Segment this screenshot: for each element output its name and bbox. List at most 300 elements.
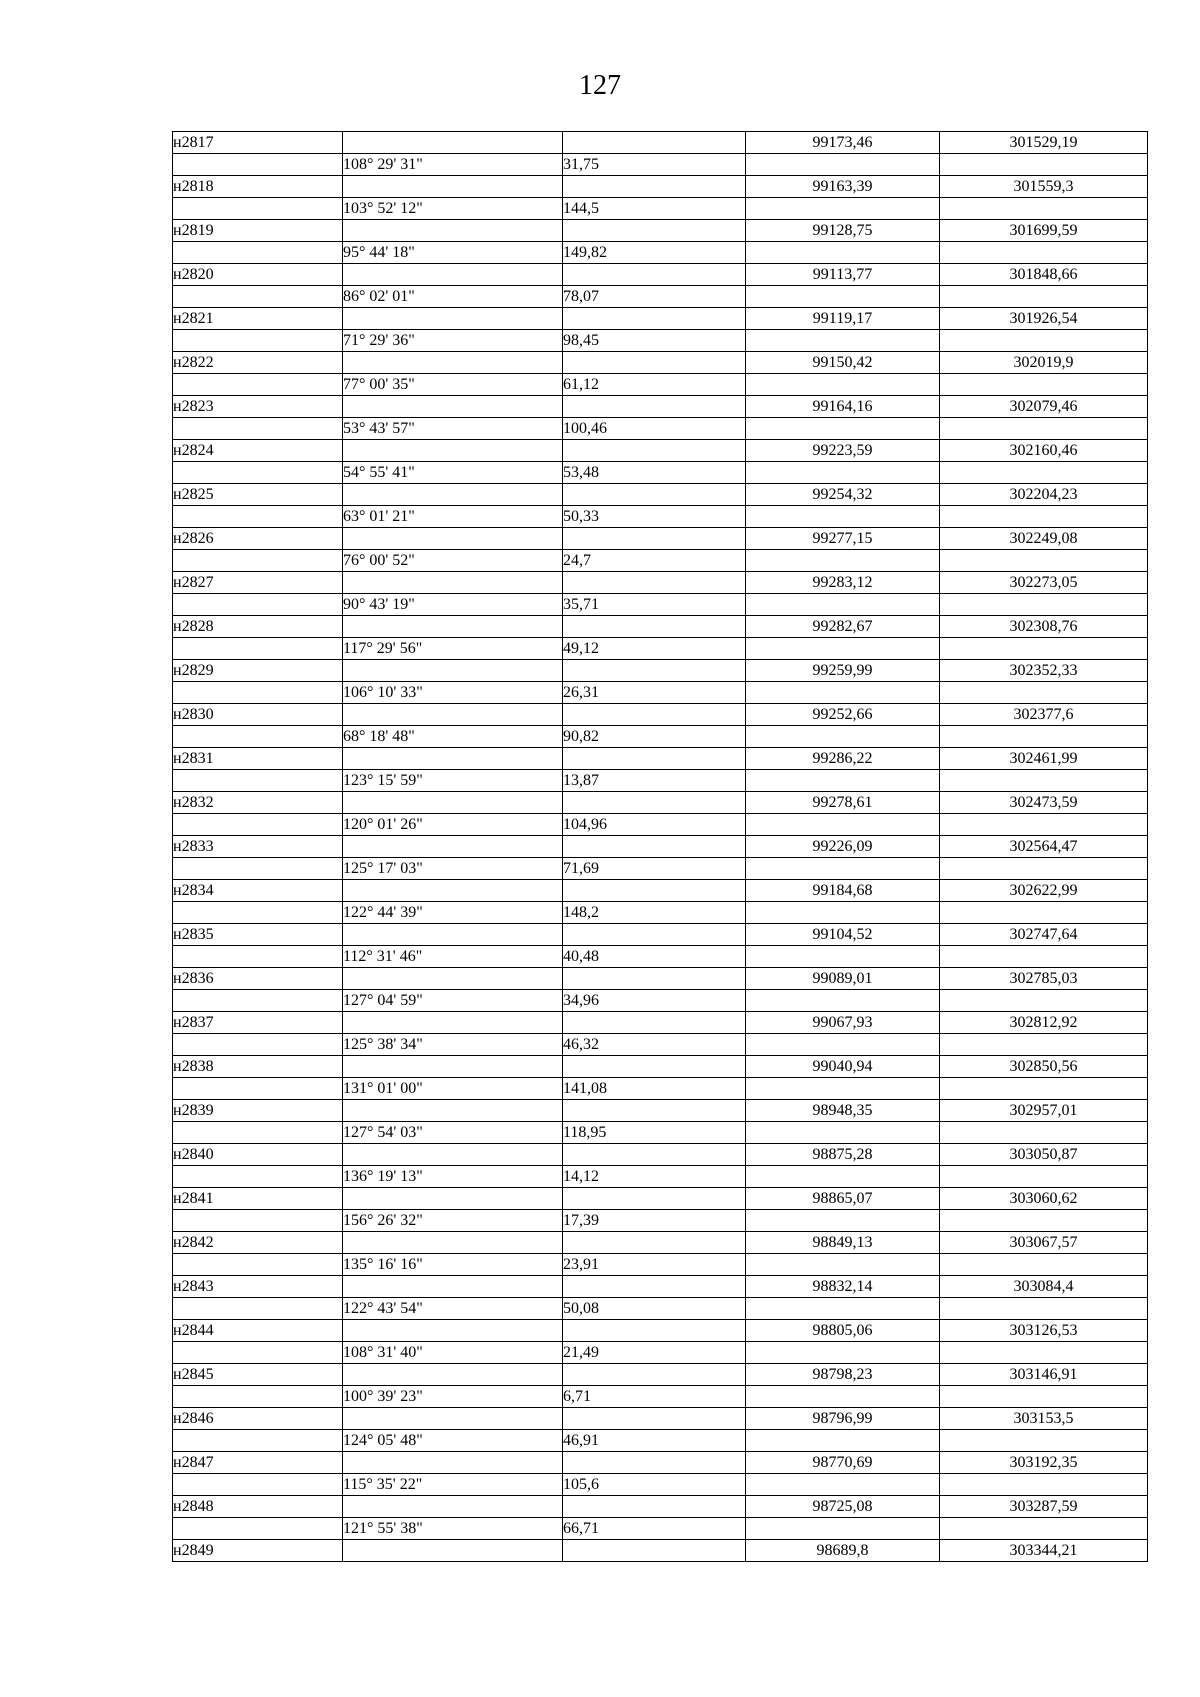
distance-cell: 118,95 bbox=[563, 1122, 746, 1144]
segment-row bbox=[173, 1210, 1148, 1232]
x-coordinate-cell: 99259,99 bbox=[746, 660, 940, 682]
y-coordinate-cell bbox=[940, 946, 1148, 968]
segment-row bbox=[173, 1342, 1148, 1364]
x-coordinate-cell: 99040,94 bbox=[746, 1056, 940, 1078]
x-coordinate-cell: 99067,93 bbox=[746, 1012, 940, 1034]
y-coordinate-cell bbox=[940, 814, 1148, 836]
segment-row bbox=[173, 902, 1148, 924]
y-coordinate-cell: 302204,23 bbox=[940, 484, 1148, 506]
x-coordinate-cell: 98725,08 bbox=[746, 1496, 940, 1518]
x-coordinate-cell bbox=[746, 638, 940, 660]
direction-angle-cell bbox=[343, 1364, 563, 1386]
y-coordinate-cell bbox=[940, 1518, 1148, 1540]
x-coordinate-cell bbox=[746, 814, 940, 836]
distance-cell: 61,12 bbox=[563, 374, 746, 396]
distance-cell bbox=[563, 660, 746, 682]
direction-angle-cell bbox=[343, 1408, 563, 1430]
direction-angle-cell: 123° 15' 59" bbox=[343, 770, 563, 792]
point-row bbox=[173, 176, 1148, 198]
x-coordinate-cell: 99223,59 bbox=[746, 440, 940, 462]
point-id-cell bbox=[173, 1474, 343, 1496]
x-coordinate-cell: 98689,8 bbox=[746, 1540, 940, 1562]
point-id-cell bbox=[173, 1518, 343, 1540]
distance-cell: 141,08 bbox=[563, 1078, 746, 1100]
direction-angle-cell: 117° 29' 56" bbox=[343, 638, 563, 660]
direction-angle-cell bbox=[343, 1276, 563, 1298]
x-coordinate-cell: 98805,06 bbox=[746, 1320, 940, 1342]
segment-row bbox=[173, 638, 1148, 660]
point-id-cell: н2827 bbox=[173, 572, 343, 594]
point-id-cell: н2845 bbox=[173, 1364, 343, 1386]
y-coordinate-cell bbox=[940, 858, 1148, 880]
y-coordinate-cell bbox=[940, 286, 1148, 308]
distance-cell bbox=[563, 308, 746, 330]
point-row bbox=[173, 1056, 1148, 1078]
y-coordinate-cell: 303126,53 bbox=[940, 1320, 1148, 1342]
point-id-cell bbox=[173, 198, 343, 220]
x-coordinate-cell: 98948,35 bbox=[746, 1100, 940, 1122]
point-id-cell bbox=[173, 550, 343, 572]
distance-cell bbox=[563, 1320, 746, 1342]
x-coordinate-cell bbox=[746, 682, 940, 704]
x-coordinate-cell: 99164,16 bbox=[746, 396, 940, 418]
y-coordinate-cell bbox=[940, 1078, 1148, 1100]
y-coordinate-cell bbox=[940, 462, 1148, 484]
direction-angle-cell: 76° 00' 52" bbox=[343, 550, 563, 572]
direction-angle-cell: 95° 44' 18" bbox=[343, 242, 563, 264]
x-coordinate-cell bbox=[746, 374, 940, 396]
direction-angle-cell bbox=[343, 1452, 563, 1474]
direction-angle-cell: 100° 39' 23" bbox=[343, 1386, 563, 1408]
segment-row bbox=[173, 770, 1148, 792]
point-row bbox=[173, 220, 1148, 242]
distance-cell: 40,48 bbox=[563, 946, 746, 968]
segment-row bbox=[173, 1122, 1148, 1144]
segment-row bbox=[173, 462, 1148, 484]
y-coordinate-cell: 302352,33 bbox=[940, 660, 1148, 682]
point-row bbox=[173, 836, 1148, 858]
direction-angle-cell bbox=[343, 880, 563, 902]
direction-angle-cell: 156° 26' 32" bbox=[343, 1210, 563, 1232]
point-row bbox=[173, 1408, 1148, 1430]
segment-row bbox=[173, 726, 1148, 748]
direction-angle-cell bbox=[343, 484, 563, 506]
direction-angle-cell bbox=[343, 924, 563, 946]
direction-angle-cell bbox=[343, 132, 563, 154]
x-coordinate-cell: 99282,67 bbox=[746, 616, 940, 638]
y-coordinate-cell: 302850,56 bbox=[940, 1056, 1148, 1078]
y-coordinate-cell bbox=[940, 1342, 1148, 1364]
distance-cell: 23,91 bbox=[563, 1254, 746, 1276]
distance-cell: 148,2 bbox=[563, 902, 746, 924]
direction-angle-cell: 135° 16' 16" bbox=[343, 1254, 563, 1276]
segment-row bbox=[173, 1298, 1148, 1320]
point-id-cell: н2830 bbox=[173, 704, 343, 726]
distance-cell: 66,71 bbox=[563, 1518, 746, 1540]
distance-cell bbox=[563, 880, 746, 902]
segment-row bbox=[173, 418, 1148, 440]
x-coordinate-cell bbox=[746, 286, 940, 308]
point-id-cell bbox=[173, 990, 343, 1012]
point-row bbox=[173, 352, 1148, 374]
x-coordinate-cell bbox=[746, 1430, 940, 1452]
segment-row bbox=[173, 1254, 1148, 1276]
y-coordinate-cell: 302747,64 bbox=[940, 924, 1148, 946]
distance-cell bbox=[563, 528, 746, 550]
point-id-cell: н2844 bbox=[173, 1320, 343, 1342]
x-coordinate-cell: 99254,32 bbox=[746, 484, 940, 506]
direction-angle-cell bbox=[343, 220, 563, 242]
direction-angle-cell: 127° 04' 59" bbox=[343, 990, 563, 1012]
distance-cell bbox=[563, 968, 746, 990]
x-coordinate-cell bbox=[746, 1078, 940, 1100]
point-id-cell bbox=[173, 462, 343, 484]
direction-angle-cell: 131° 01' 00" bbox=[343, 1078, 563, 1100]
point-row bbox=[173, 1364, 1148, 1386]
distance-cell: 149,82 bbox=[563, 242, 746, 264]
y-coordinate-cell bbox=[940, 638, 1148, 660]
y-coordinate-cell: 302564,47 bbox=[940, 836, 1148, 858]
x-coordinate-cell: 99226,09 bbox=[746, 836, 940, 858]
distance-cell: 31,75 bbox=[563, 154, 746, 176]
coordinates-table bbox=[172, 131, 1148, 1562]
x-coordinate-cell bbox=[746, 1254, 940, 1276]
point-id-cell bbox=[173, 1254, 343, 1276]
x-coordinate-cell bbox=[746, 242, 940, 264]
segment-row bbox=[173, 814, 1148, 836]
direction-angle-cell: 53° 43' 57" bbox=[343, 418, 563, 440]
point-row bbox=[173, 1320, 1148, 1342]
x-coordinate-cell bbox=[746, 770, 940, 792]
point-id-cell: н2821 bbox=[173, 308, 343, 330]
y-coordinate-cell bbox=[940, 902, 1148, 924]
distance-cell: 100,46 bbox=[563, 418, 746, 440]
segment-row bbox=[173, 550, 1148, 572]
segment-row bbox=[173, 506, 1148, 528]
y-coordinate-cell bbox=[940, 594, 1148, 616]
point-id-cell bbox=[173, 242, 343, 264]
distance-cell bbox=[563, 176, 746, 198]
point-id-cell: н2841 bbox=[173, 1188, 343, 1210]
x-coordinate-cell: 98875,28 bbox=[746, 1144, 940, 1166]
direction-angle-cell: 122° 44' 39" bbox=[343, 902, 563, 924]
segment-row bbox=[173, 1430, 1148, 1452]
y-coordinate-cell bbox=[940, 550, 1148, 572]
distance-cell bbox=[563, 748, 746, 770]
y-coordinate-cell: 302160,46 bbox=[940, 440, 1148, 462]
distance-cell: 35,71 bbox=[563, 594, 746, 616]
y-coordinate-cell: 302273,05 bbox=[940, 572, 1148, 594]
segment-row bbox=[173, 858, 1148, 880]
distance-cell: 50,08 bbox=[563, 1298, 746, 1320]
x-coordinate-cell: 99119,17 bbox=[746, 308, 940, 330]
y-coordinate-cell: 302249,08 bbox=[940, 528, 1148, 550]
direction-angle-cell: 121° 55' 38" bbox=[343, 1518, 563, 1540]
distance-cell bbox=[563, 1056, 746, 1078]
y-coordinate-cell: 302079,46 bbox=[940, 396, 1148, 418]
y-coordinate-cell bbox=[940, 1034, 1148, 1056]
point-row bbox=[173, 880, 1148, 902]
point-id-cell bbox=[173, 594, 343, 616]
point-row bbox=[173, 484, 1148, 506]
x-coordinate-cell bbox=[746, 1122, 940, 1144]
distance-cell bbox=[563, 132, 746, 154]
y-coordinate-cell: 302019,9 bbox=[940, 352, 1148, 374]
y-coordinate-cell: 302812,92 bbox=[940, 1012, 1148, 1034]
y-coordinate-cell bbox=[940, 1298, 1148, 1320]
direction-angle-cell bbox=[343, 1540, 563, 1562]
x-coordinate-cell: 98796,99 bbox=[746, 1408, 940, 1430]
direction-angle-cell: 103° 52' 12" bbox=[343, 198, 563, 220]
distance-cell: 17,39 bbox=[563, 1210, 746, 1232]
point-id-cell: н2836 bbox=[173, 968, 343, 990]
x-coordinate-cell bbox=[746, 902, 940, 924]
direction-angle-cell bbox=[343, 440, 563, 462]
point-row bbox=[173, 616, 1148, 638]
direction-angle-cell bbox=[343, 836, 563, 858]
point-row bbox=[173, 132, 1148, 154]
segment-row bbox=[173, 946, 1148, 968]
direction-angle-cell bbox=[343, 308, 563, 330]
x-coordinate-cell: 99283,12 bbox=[746, 572, 940, 594]
direction-angle-cell bbox=[343, 1100, 563, 1122]
x-coordinate-cell: 98865,07 bbox=[746, 1188, 940, 1210]
point-id-cell bbox=[173, 858, 343, 880]
x-coordinate-cell: 99173,46 bbox=[746, 132, 940, 154]
point-id-cell bbox=[173, 1430, 343, 1452]
segment-row bbox=[173, 198, 1148, 220]
x-coordinate-cell: 99128,75 bbox=[746, 220, 940, 242]
direction-angle-cell bbox=[343, 748, 563, 770]
point-id-cell: н2833 bbox=[173, 836, 343, 858]
y-coordinate-cell bbox=[940, 1254, 1148, 1276]
y-coordinate-cell bbox=[940, 1474, 1148, 1496]
distance-cell: 46,32 bbox=[563, 1034, 746, 1056]
y-coordinate-cell: 301926,54 bbox=[940, 308, 1148, 330]
x-coordinate-cell bbox=[746, 726, 940, 748]
y-coordinate-cell bbox=[940, 1386, 1148, 1408]
distance-cell bbox=[563, 1144, 746, 1166]
coordinates-table-body bbox=[173, 132, 1148, 1562]
distance-cell: 90,82 bbox=[563, 726, 746, 748]
y-coordinate-cell bbox=[940, 154, 1148, 176]
y-coordinate-cell: 302461,99 bbox=[940, 748, 1148, 770]
distance-cell bbox=[563, 396, 746, 418]
distance-cell bbox=[563, 616, 746, 638]
x-coordinate-cell bbox=[746, 946, 940, 968]
y-coordinate-cell: 301699,59 bbox=[940, 220, 1148, 242]
direction-angle-cell: 120° 01' 26" bbox=[343, 814, 563, 836]
x-coordinate-cell: 99252,66 bbox=[746, 704, 940, 726]
x-coordinate-cell: 98770,69 bbox=[746, 1452, 940, 1474]
y-coordinate-cell: 302308,76 bbox=[940, 616, 1148, 638]
distance-cell: 71,69 bbox=[563, 858, 746, 880]
x-coordinate-cell: 99163,39 bbox=[746, 176, 940, 198]
y-coordinate-cell bbox=[940, 1430, 1148, 1452]
y-coordinate-cell: 303153,5 bbox=[940, 1408, 1148, 1430]
x-coordinate-cell bbox=[746, 594, 940, 616]
point-id-cell: н2835 bbox=[173, 924, 343, 946]
distance-cell: 14,12 bbox=[563, 1166, 746, 1188]
point-id-cell bbox=[173, 946, 343, 968]
distance-cell bbox=[563, 1100, 746, 1122]
point-id-cell: н2822 bbox=[173, 352, 343, 374]
x-coordinate-cell bbox=[746, 1474, 940, 1496]
y-coordinate-cell: 303067,57 bbox=[940, 1232, 1148, 1254]
y-coordinate-cell bbox=[940, 1210, 1148, 1232]
x-coordinate-cell: 99104,52 bbox=[746, 924, 940, 946]
distance-cell bbox=[563, 352, 746, 374]
segment-row bbox=[173, 594, 1148, 616]
point-row bbox=[173, 660, 1148, 682]
x-coordinate-cell bbox=[746, 330, 940, 352]
x-coordinate-cell: 98849,13 bbox=[746, 1232, 940, 1254]
direction-angle-cell bbox=[343, 572, 563, 594]
direction-angle-cell: 54° 55' 41" bbox=[343, 462, 563, 484]
y-coordinate-cell: 301848,66 bbox=[940, 264, 1148, 286]
segment-row bbox=[173, 1034, 1148, 1056]
point-id-cell: н2826 bbox=[173, 528, 343, 550]
y-coordinate-cell: 301559,3 bbox=[940, 176, 1148, 198]
x-coordinate-cell: 99089,01 bbox=[746, 968, 940, 990]
point-row bbox=[173, 1144, 1148, 1166]
distance-cell bbox=[563, 1496, 746, 1518]
x-coordinate-cell bbox=[746, 1342, 940, 1364]
x-coordinate-cell bbox=[746, 1166, 940, 1188]
point-id-cell: н2849 bbox=[173, 1540, 343, 1562]
segment-row bbox=[173, 1518, 1148, 1540]
distance-cell: 21,49 bbox=[563, 1342, 746, 1364]
point-id-cell bbox=[173, 1210, 343, 1232]
y-coordinate-cell bbox=[940, 682, 1148, 704]
point-row bbox=[173, 1452, 1148, 1474]
x-coordinate-cell: 99150,42 bbox=[746, 352, 940, 374]
direction-angle-cell bbox=[343, 264, 563, 286]
x-coordinate-cell: 99184,68 bbox=[746, 880, 940, 902]
distance-cell: 26,31 bbox=[563, 682, 746, 704]
point-row bbox=[173, 308, 1148, 330]
direction-angle-cell bbox=[343, 1056, 563, 1078]
x-coordinate-cell: 98798,23 bbox=[746, 1364, 940, 1386]
point-row bbox=[173, 924, 1148, 946]
point-id-cell: н2837 bbox=[173, 1012, 343, 1034]
point-id-cell bbox=[173, 902, 343, 924]
y-coordinate-cell: 302957,01 bbox=[940, 1100, 1148, 1122]
point-id-cell: н2820 bbox=[173, 264, 343, 286]
direction-angle-cell: 108° 31' 40" bbox=[343, 1342, 563, 1364]
y-coordinate-cell bbox=[940, 374, 1148, 396]
segment-row bbox=[173, 330, 1148, 352]
point-id-cell bbox=[173, 506, 343, 528]
point-id-cell: н2829 bbox=[173, 660, 343, 682]
direction-angle-cell bbox=[343, 660, 563, 682]
point-id-cell: н2846 bbox=[173, 1408, 343, 1430]
point-id-cell: н2817 bbox=[173, 132, 343, 154]
point-id-cell: н2824 bbox=[173, 440, 343, 462]
segment-row bbox=[173, 374, 1148, 396]
direction-angle-cell: 112° 31' 46" bbox=[343, 946, 563, 968]
x-coordinate-cell bbox=[746, 418, 940, 440]
point-id-cell bbox=[173, 1122, 343, 1144]
x-coordinate-cell: 99278,61 bbox=[746, 792, 940, 814]
distance-cell bbox=[563, 220, 746, 242]
direction-angle-cell: 136° 19' 13" bbox=[343, 1166, 563, 1188]
direction-angle-cell bbox=[343, 396, 563, 418]
page-number: 127 bbox=[579, 70, 621, 101]
y-coordinate-cell: 302785,03 bbox=[940, 968, 1148, 990]
point-id-cell bbox=[173, 418, 343, 440]
y-coordinate-cell bbox=[940, 990, 1148, 1012]
distance-cell bbox=[563, 1408, 746, 1430]
x-coordinate-cell bbox=[746, 1386, 940, 1408]
distance-cell bbox=[563, 572, 746, 594]
distance-cell: 46,91 bbox=[563, 1430, 746, 1452]
direction-angle-cell: 71° 29' 36" bbox=[343, 330, 563, 352]
y-coordinate-cell bbox=[940, 198, 1148, 220]
direction-angle-cell bbox=[343, 352, 563, 374]
y-coordinate-cell: 303060,62 bbox=[940, 1188, 1148, 1210]
point-row bbox=[173, 396, 1148, 418]
direction-angle-cell bbox=[343, 792, 563, 814]
direction-angle-cell: 127° 54' 03" bbox=[343, 1122, 563, 1144]
y-coordinate-cell: 302473,59 bbox=[940, 792, 1148, 814]
distance-cell bbox=[563, 1540, 746, 1562]
point-id-cell: н2842 bbox=[173, 1232, 343, 1254]
segment-row bbox=[173, 154, 1148, 176]
y-coordinate-cell bbox=[940, 726, 1148, 748]
point-row bbox=[173, 748, 1148, 770]
distance-cell: 6,71 bbox=[563, 1386, 746, 1408]
direction-angle-cell: 124° 05' 48" bbox=[343, 1430, 563, 1452]
x-coordinate-cell bbox=[746, 1518, 940, 1540]
x-coordinate-cell bbox=[746, 858, 940, 880]
point-row bbox=[173, 1540, 1148, 1562]
point-id-cell bbox=[173, 374, 343, 396]
point-id-cell: н2819 bbox=[173, 220, 343, 242]
x-coordinate-cell bbox=[746, 1298, 940, 1320]
distance-cell: 105,6 bbox=[563, 1474, 746, 1496]
point-id-cell: н2839 bbox=[173, 1100, 343, 1122]
distance-cell bbox=[563, 836, 746, 858]
distance-cell bbox=[563, 440, 746, 462]
point-row bbox=[173, 1276, 1148, 1298]
point-id-cell: н2843 bbox=[173, 1276, 343, 1298]
direction-angle-cell: 122° 43' 54" bbox=[343, 1298, 563, 1320]
segment-row bbox=[173, 1386, 1148, 1408]
segment-row bbox=[173, 242, 1148, 264]
point-id-cell: н2832 bbox=[173, 792, 343, 814]
direction-angle-cell: 86° 02' 01" bbox=[343, 286, 563, 308]
x-coordinate-cell bbox=[746, 506, 940, 528]
direction-angle-cell bbox=[343, 528, 563, 550]
point-id-cell: н2831 bbox=[173, 748, 343, 770]
segment-row bbox=[173, 1078, 1148, 1100]
point-row bbox=[173, 1012, 1148, 1034]
y-coordinate-cell bbox=[940, 418, 1148, 440]
point-row bbox=[173, 572, 1148, 594]
y-coordinate-cell: 303344,21 bbox=[940, 1540, 1148, 1562]
y-coordinate-cell: 303084,4 bbox=[940, 1276, 1148, 1298]
distance-cell bbox=[563, 1452, 746, 1474]
point-id-cell bbox=[173, 1078, 343, 1100]
y-coordinate-cell: 302377,6 bbox=[940, 704, 1148, 726]
distance-cell: 53,48 bbox=[563, 462, 746, 484]
distance-cell: 50,33 bbox=[563, 506, 746, 528]
x-coordinate-cell bbox=[746, 1034, 940, 1056]
x-coordinate-cell bbox=[746, 462, 940, 484]
point-id-cell: н2828 bbox=[173, 616, 343, 638]
direction-angle-cell bbox=[343, 1320, 563, 1342]
